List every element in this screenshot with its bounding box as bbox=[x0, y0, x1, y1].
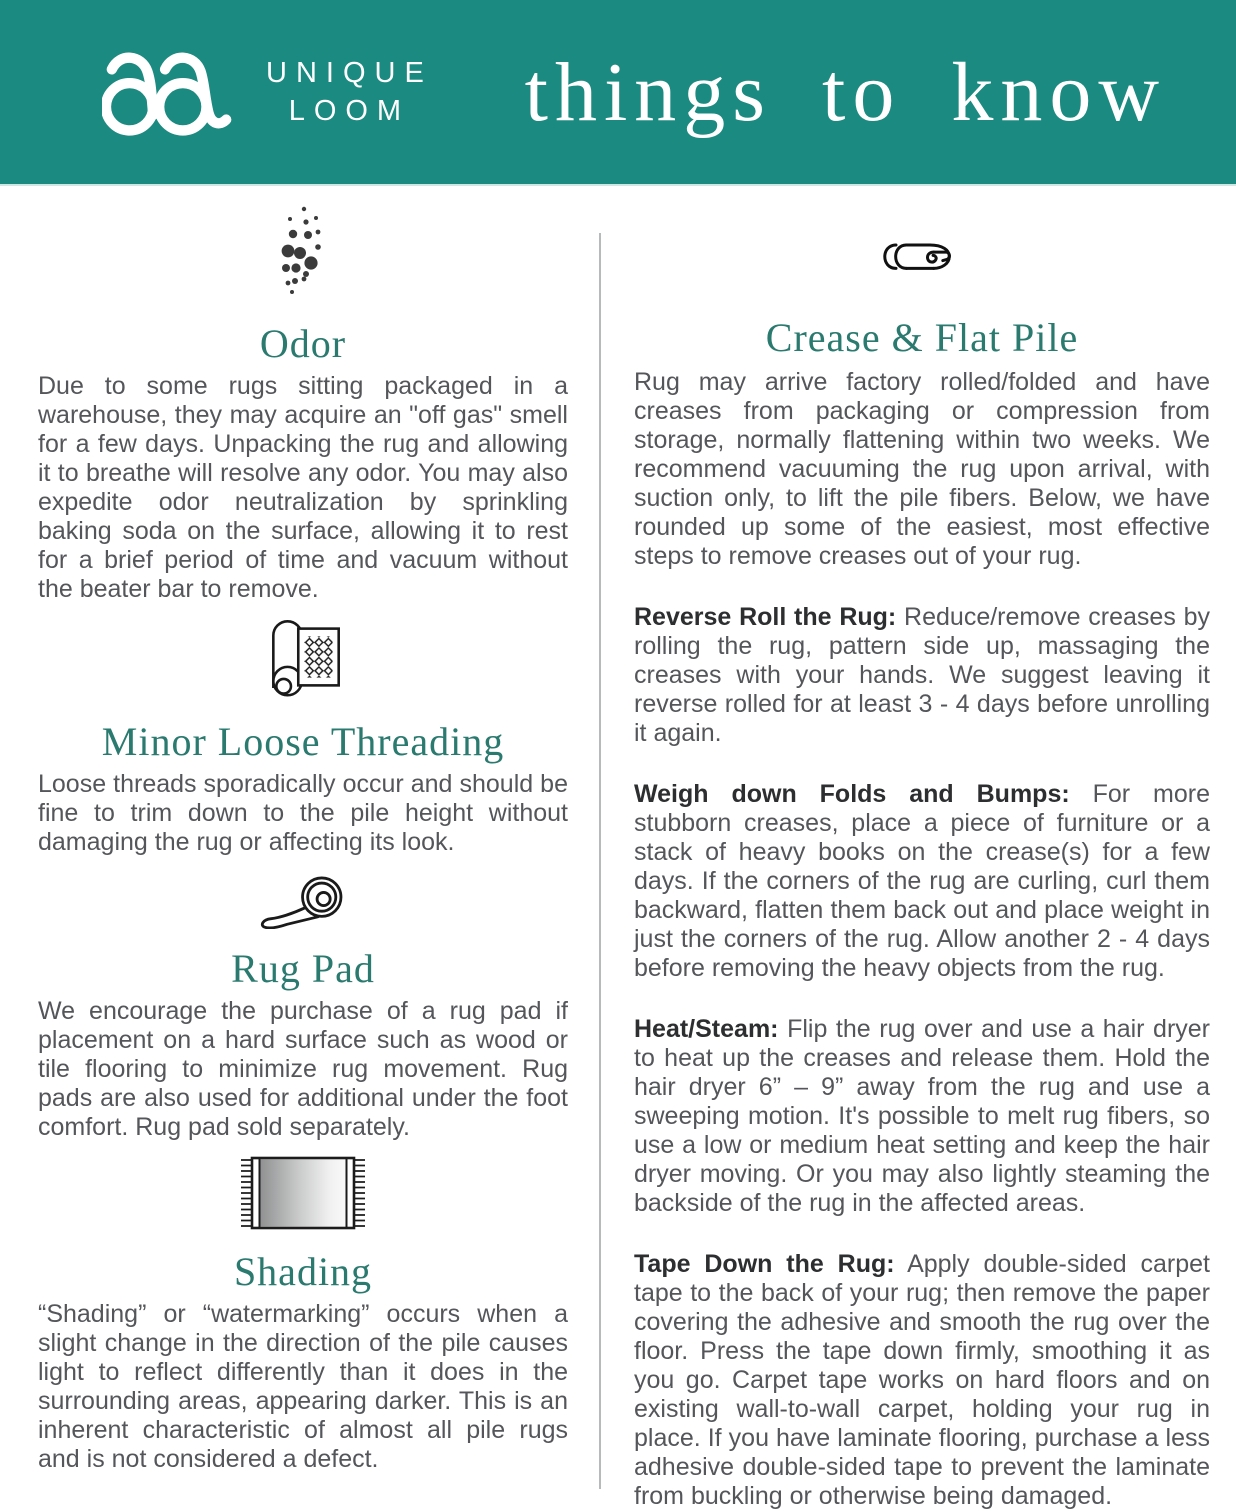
section-heading-odor: Odor bbox=[259, 321, 347, 366]
tip-weigh-down-label: Weigh down Folds and Bumps: bbox=[634, 780, 1070, 808]
tip-heat-steam bbox=[634, 1015, 1210, 1218]
shading-rug-icon bbox=[239, 1154, 367, 1232]
tip-tape-down-label: Tape Down the Rug: bbox=[634, 1250, 895, 1278]
rug-pad-roll-icon bbox=[255, 869, 351, 929]
crease-rolled-rug-icon bbox=[870, 239, 974, 288]
section-body-odor: Due to some rugs sitting packaged in a warehouse, they may acquire an "off gas" smell for a few days. Unpacking the rug and allowing it to breathe will resolve any odor. You may also expedite odor neutralization by sprinkling baking soda on the surface, allowing it to rest for a brief period of time and vacuum without the beater bar to remove. bbox=[38, 372, 568, 603]
tip-reverse-roll-label: Reverse Roll the Rug: bbox=[634, 603, 897, 631]
unique-loom-dd-logo-icon bbox=[102, 47, 240, 137]
section-odor bbox=[38, 204, 568, 604]
brand-line1: UNIQUE bbox=[266, 57, 433, 89]
brand-line2: LOOM bbox=[288, 95, 411, 127]
threading-icon-wrap bbox=[38, 614, 568, 700]
shading-icon-wrap bbox=[38, 1154, 568, 1232]
section-heading-rugpad: Rug Pad bbox=[231, 946, 375, 991]
tip-weigh-down-text: For more stubborn creases, place a piece of furniture or a stack of heavy books on the crease(s) for a few days. If the corners of the rug are curling, curl them backward, flatten them back out and place weight in just the corners of the rug. Allow another 2 - 4 days before removing the heavy objects from the rug. bbox=[634, 780, 1210, 982]
section-body-rugpad: We encourage the purchase of a rug pad if placement on a hard surface such as wood or tile flooring to minimize rug movement. Rug pads are also used for additional under the foot comfort. Rug pad sold separately. bbox=[38, 997, 568, 1141]
section-minor-loose-threading bbox=[38, 614, 568, 857]
tip-tape-down bbox=[634, 1250, 1210, 1511]
brand-name bbox=[266, 54, 433, 130]
rug-pad-icon-wrap bbox=[38, 869, 568, 929]
header-banner bbox=[0, 0, 1236, 186]
section-crease-flat-pile bbox=[634, 238, 1210, 1511]
odor-speckle-icon bbox=[271, 204, 335, 300]
rolled-rug-lattice-icon bbox=[262, 614, 344, 700]
crease-intro-paragraph: Rug may arrive factory rolled/folded and have creases from packaging or compression from storage, normally flattening within two weeks. We recommend vacuuming the rug upon arrival, with suction only, to lift the pile fibers. Below, we have rounded up some of the easiest, most effective steps to remove creases out of your rug. bbox=[634, 368, 1210, 570]
section-body-shading: “Shading” or “watermarking” occurs when a slight change in the direction of the pile causes light to reflect differently than it does in the surrounding areas, appearing darker. This is an inherent characteristic of almost all pile rugs and is not considered a defect. bbox=[38, 1300, 568, 1473]
logo-wrap bbox=[102, 47, 240, 137]
column-divider-line bbox=[599, 233, 601, 1489]
section-rug-pad bbox=[38, 869, 568, 1142]
tip-reverse-roll-text: Reduce/remove creases by rolling the rug, pattern side up, massaging the creases with your hands. We suggest leaving it reverse rolled for at least 3 - 4 days before unrolling it again. bbox=[634, 603, 1211, 747]
right-column bbox=[634, 238, 1210, 1511]
tip-weigh-down bbox=[634, 780, 1210, 983]
section-shading bbox=[38, 1154, 568, 1474]
tip-heat-steam-text: Flip the rug over and use a hair dryer to heat up the creases and release them. Hold the hair dryer 6” – 9” away from the rug and use a sweeping motion. It's possible to melt rug fibers, so use a low or medium heat setting and keep the hair dryer moving. Or you may also lightly steaming the backside of the rug in the affected areas. bbox=[634, 1015, 1211, 1217]
tip-reverse-roll bbox=[634, 603, 1210, 748]
left-column bbox=[38, 204, 568, 1474]
page-title: things to know bbox=[524, 45, 1166, 139]
crease-icon-wrap bbox=[634, 238, 1210, 288]
section-heading-threading: Minor Loose Threading bbox=[101, 719, 505, 764]
odor-icon-wrap bbox=[38, 204, 568, 300]
section-body-threading: Loose threads sporadically occur and should be fine to trim down to the pile height without damaging the rug or affecting its look. bbox=[38, 770, 568, 856]
tip-heat-steam-label: Heat/Steam: bbox=[634, 1015, 779, 1043]
section-heading-shading: Shading bbox=[233, 1249, 373, 1294]
tip-tape-down-text: Apply double-sided carpet tape to the back of your rug; then remove the paper covering the adhesive and smooth the rug over the floor. Press the tape down firmly, smoothing it as you go. Carpet tape works on hard floors and on existing wall-to-wall carpet, holding your rug in place. If you have laminate flooring, purchase a less adhesive double-sided tape to prevent the laminate from buckling or otherwise being damaged. bbox=[634, 1250, 1211, 1510]
section-heading-crease: Crease & Flat Pile bbox=[765, 315, 1079, 360]
